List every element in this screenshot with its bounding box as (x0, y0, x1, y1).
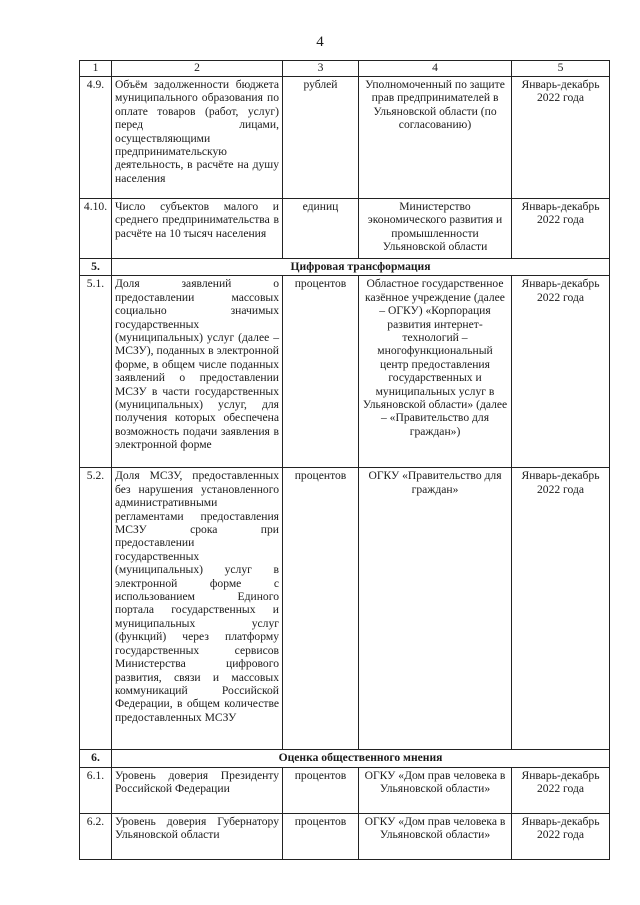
table-row (80, 468, 610, 750)
responsible-cell: ОГКУ «Дом прав человека в Ульяновской области» (359, 767, 512, 813)
indicator-name: Уровень доверия Президенту Российской Федерации (112, 767, 283, 813)
unit-cell: рублей (283, 77, 359, 199)
period-cell: Январь-декабрь 2022 года (512, 813, 610, 859)
table-row (80, 767, 610, 813)
row-number: 5.2. (80, 468, 112, 750)
header-cell-2: 2 (112, 61, 283, 77)
section-title: Оценка общественного мнения (112, 750, 610, 767)
unit-cell: процентов (283, 468, 359, 750)
period-cell: Январь-декабрь 2022 года (512, 199, 610, 259)
unit-cell: единиц (283, 199, 359, 259)
row-number: 4.9. (80, 77, 112, 199)
row-number: 5.1. (80, 276, 112, 468)
unit-cell: процентов (283, 767, 359, 813)
header-cell-3: 3 (283, 61, 359, 77)
responsible-cell: Министерство экономического развития и промышленности Ульяновской области (359, 199, 512, 259)
unit-cell: процентов (283, 276, 359, 468)
indicator-name: Доля МСЗУ, предоставленных без нарушения установленного административными регламентами предоставления МСЗУ срока при предоставлении государственных (муниципальных) услуг в электронной форме с использованием Единого портала государственных и муниципальных услуг (функций) через платформу государственных сервисов Министерства цифрового развития, связи и массовых коммуникаций Российской Федерации, в общем количестве предоставленных МСЗУ (112, 468, 283, 750)
table-row (80, 77, 610, 199)
section-number: 5. (80, 259, 112, 276)
indicator-name: Объём задолженности бюджета муниципального образования по оплате товаров (работ, услуг) перед лицами, осуществляющими предпринимательскую деятельность, в расчёте на душу населения (112, 77, 283, 199)
header-row (80, 61, 610, 77)
responsible-cell: Областное государственное казённое учреждение (далее – ОГКУ) «Корпорация развития интернет-технологий – многофункциональный центр предоставления государственных и муниципальных услуг в Ульяновской области» (далее – «Правительство для граждан») (359, 276, 512, 468)
header-cell-5: 5 (512, 61, 610, 77)
header-cell-4: 4 (359, 61, 512, 77)
header-cell-1: 1 (80, 61, 112, 77)
table-row (80, 813, 610, 859)
section-row (80, 259, 610, 276)
responsible-cell: ОГКУ «Дом прав человека в Ульяновской области» (359, 813, 512, 859)
section-number: 6. (80, 750, 112, 767)
table-row (80, 199, 610, 259)
section-row (80, 750, 610, 767)
row-number: 6.2. (80, 813, 112, 859)
table-row (80, 276, 610, 468)
period-cell: Январь-декабрь 2022 года (512, 276, 610, 468)
row-number: 4.10. (80, 199, 112, 259)
responsible-cell: ОГКУ «Правительство для граждан» (359, 468, 512, 750)
indicator-name: Доля заявлений о предоставлении массовых социально значимых государственных (муниципальных) услуг (далее – МСЗУ), поданных в электронной форме, в общем числе поданных заявлений о предоставлении МСЗУ в части государственных (муниципальных) услуг, для получения которых обеспечена возможность подачи заявления в электронной форме (112, 276, 283, 468)
period-cell: Январь-декабрь 2022 года (512, 77, 610, 199)
section-title: Цифровая трансформация (112, 259, 610, 276)
page-number: 4 (316, 34, 324, 50)
responsible-cell: Уполномоченный по защите прав предпринимателей в Ульяновской области (по согласованию) (359, 77, 512, 199)
indicator-name: Уровень доверия Губернатору Ульяновской области (112, 813, 283, 859)
period-cell: Январь-декабрь 2022 года (512, 767, 610, 813)
row-number: 6.1. (80, 767, 112, 813)
period-cell: Январь-декабрь 2022 года (512, 468, 610, 750)
unit-cell: процентов (283, 813, 359, 859)
indicators-table (79, 60, 610, 860)
indicator-name: Число субъектов малого и среднего предпринимательства в расчёте на 10 тысяч населения (112, 199, 283, 259)
